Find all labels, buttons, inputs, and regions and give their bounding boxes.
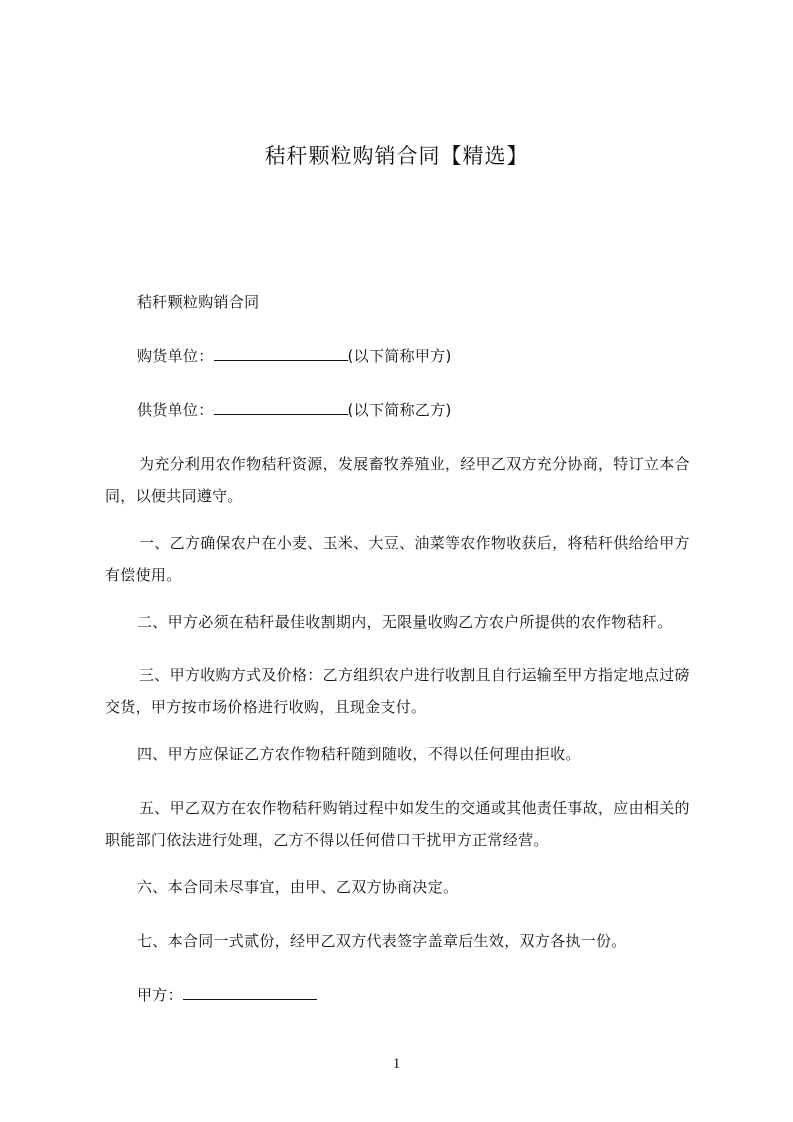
clause-3: 三、甲方收购方式及价格：乙方组织农户进行收割且自行运输至甲方指定地点过磅交货，甲方按市场价格进行收购，且现金支付。 xyxy=(105,666,690,716)
clause-1: 一、乙方确保农户在小麦、玉米、大豆、油菜等农作物收获后，将秸秆供给给甲方有偿使用。 xyxy=(105,534,690,584)
seller-label: 供货单位： xyxy=(137,401,214,419)
clause-2: 二、甲方必须在秸秆最佳收割期内，无限量收购乙方农户所提供的农作物秸秆。 xyxy=(137,613,673,631)
party-a-line xyxy=(105,979,701,1011)
buyer-label: 购货单位： xyxy=(137,347,214,365)
intro-paragraph: 为充分利用农作物秸秆资源，发展畜牧养殖业，经甲乙双方充分协商，特订立本合同，以便共同遵守。 xyxy=(105,455,690,505)
clause-6: 六、本合同未尽事宜，由甲、乙双方协商决定。 xyxy=(137,878,459,896)
party-a-label: 甲方： xyxy=(137,986,183,1004)
party-a-blank-field xyxy=(183,985,317,1000)
seller-suffix: (以下简称乙方) xyxy=(347,401,452,419)
clause-7: 七、本合同一式贰份，经甲乙双方代表签字盖章后生效，双方各执一份。 xyxy=(137,932,627,950)
seller-line xyxy=(105,394,701,426)
buyer-blank-field xyxy=(214,346,348,361)
seller-blank-field xyxy=(214,400,348,415)
buyer-line xyxy=(105,340,701,372)
clause-4: 四、甲方应保证乙方农作物秸秆随到随收，不得以任何理由拒收。 xyxy=(137,745,581,763)
contract-subtitle: 秸秆颗粒购销合同 xyxy=(137,293,260,311)
document-title: 秸秆颗粒购销合同【精选】 xyxy=(264,144,529,168)
clause-5: 五、甲乙双方在农作物秸秆购销过程中如发生的交通或其他责任事故，应由相关的职能部门依法进行处理，乙方不得以任何借口干扰甲方正常经营。 xyxy=(105,799,690,849)
page-number: 1 xyxy=(392,1056,401,1072)
buyer-suffix: (以下简称甲方) xyxy=(347,347,452,365)
